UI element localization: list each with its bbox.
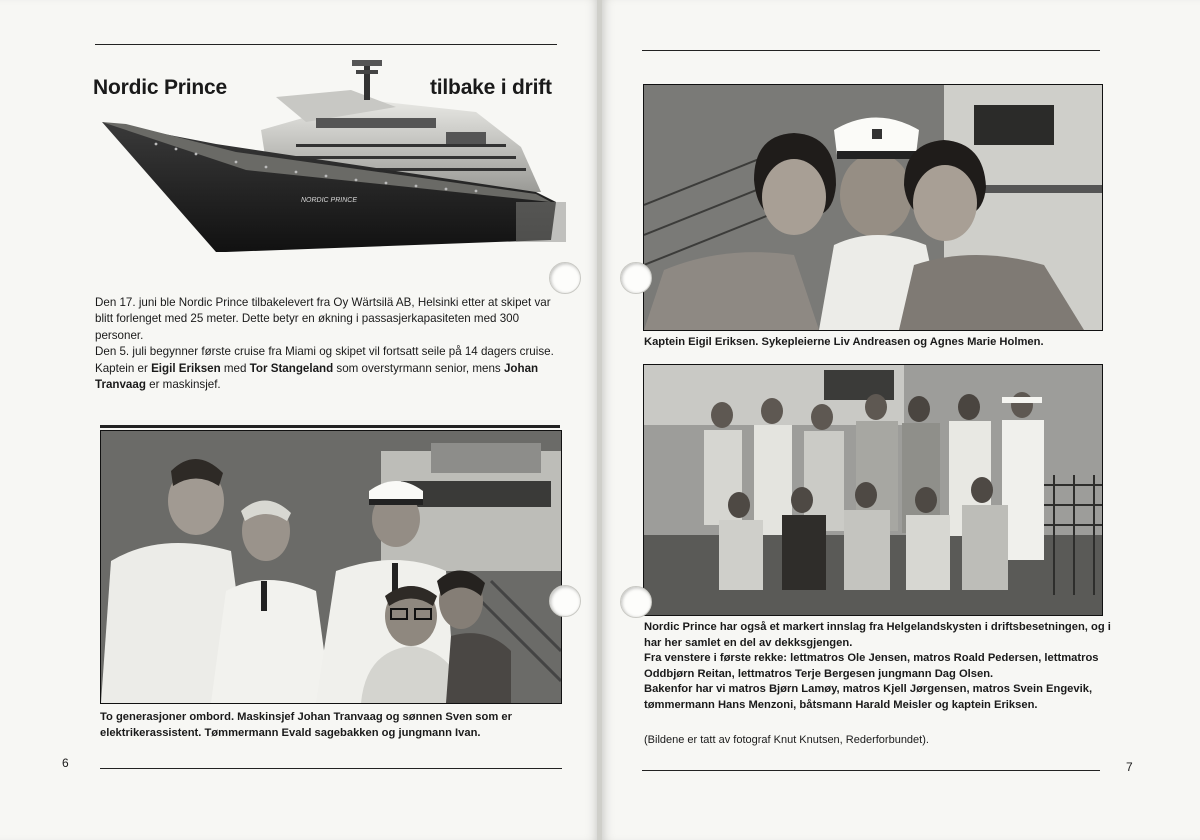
punch-hole-upper-left <box>549 262 581 294</box>
punch-hole-lower-left <box>549 585 581 617</box>
top-rule-right <box>642 50 1100 51</box>
punch-hole-upper-right <box>620 262 652 294</box>
captain-name: Eigil Eriksen <box>151 361 221 375</box>
right-page <box>602 0 1200 840</box>
p3-intro: Kaptein er <box>95 361 152 375</box>
captain-nurses-photo <box>643 84 1103 331</box>
group-caption-line-2: Fra venstere i første rekke: lettmatros Ole Jensen, matros Roald Pedersen, lettmatros Oddbjørn Reitan, lettmatros Terje Bergesen jungmann Dag Olsen. <box>644 652 1099 680</box>
headline-part-1: Nordic Prince <box>93 76 227 99</box>
chief-engineer-name: Johan Tranvaag <box>95 361 539 392</box>
top-rule <box>95 44 557 45</box>
photo-credit: (Bildene er tatt av fotograf Knut Knutsen, Rederforbundet). <box>644 734 929 746</box>
first-mate-name: Tor Stangeland <box>249 361 334 375</box>
p3-end: er maskinsjef. <box>145 378 221 392</box>
group-photo-caption <box>644 620 1114 714</box>
group-caption-line-3: Bakenfor har vi matros Bjørn Lamøy, matros Kjell Jørgensen, matros Svein Engevik, tømmermann Hans Menzoni, båtsmann Harald Meisler og kaptein Eriksen. <box>644 683 1093 711</box>
photo-top-rule <box>100 425 560 428</box>
left-photo-caption: To generasjoner ombord. Maskinsjef Johan Tranvaag og sønnen Sven som er elektrikerassistent. Tømmermann Evald sagebakken og jungmann Ivan. <box>100 711 512 739</box>
paragraph-3 <box>95 361 565 394</box>
group-caption-line-1: Nordic Prince har også et markert innslag fra Helgelandskysten i driftsbesetningen, og i har her samlet en del av dekksgjengen. <box>644 621 1111 649</box>
father-son-photo <box>100 430 562 704</box>
top-photo-caption: Kaptein Eigil Eriksen. Sykepleierne Liv Andreasen og Agnes Marie Holmen. <box>644 336 1044 348</box>
headline-part-2: tilbake i drift <box>430 76 552 99</box>
p3-mid2: som overstyrmann senior, mens <box>333 361 504 375</box>
punch-hole-lower-right <box>620 586 652 618</box>
paragraph-1: Den 17. juni ble Nordic Prince tilbakelevert fra Oy Wärtsilä AB, Helsinki etter at skipet var blitt forlenget med 25 meter. Dette betyr en økning i passasjerkapasiteten med 300 personer. <box>95 296 551 342</box>
hull-name-text: NORDIC PRINCE <box>301 197 358 204</box>
p3-mid1: med <box>220 361 250 375</box>
article-body <box>95 295 565 393</box>
page-number-left: 6 <box>62 756 69 770</box>
bottom-rule-right <box>642 770 1100 771</box>
paragraph-2: Den 5. juli begynner første cruise fra Miami og skipet vil fortsatt seile på 14 dagers cruise. <box>95 345 554 359</box>
left-page <box>0 0 598 840</box>
bottom-rule-left <box>100 768 562 769</box>
page-number-right: 7 <box>1126 760 1133 774</box>
deck-crew-photo <box>643 364 1103 616</box>
ship-photo <box>96 52 566 257</box>
